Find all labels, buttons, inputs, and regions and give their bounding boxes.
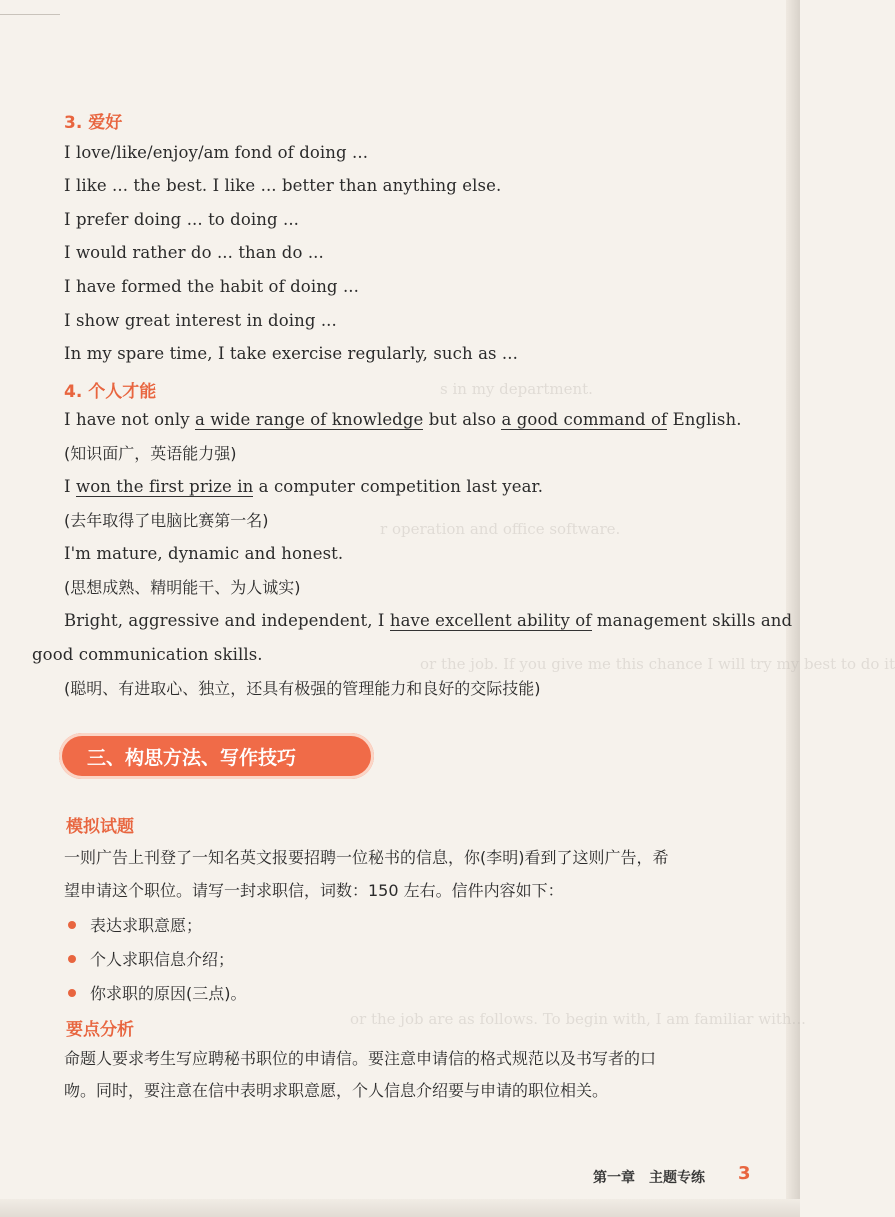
talent-line-1 (64, 409, 742, 431)
bullet-dot-icon (68, 955, 76, 963)
hobby-line: In my spare time, I take exercise regularly, such as ... (64, 344, 518, 363)
bullet-dot-icon (68, 989, 76, 997)
text-run: I (64, 477, 76, 496)
hobby-line: I love/like/enjoy/am fond of doing ... (64, 143, 369, 162)
underlined-phrase: won the first prize in (75, 477, 254, 496)
text-run: I have not only (64, 410, 195, 429)
analysis-paragraph-line: 吻。同时，要注意在信中表明求职意愿，个人信息介绍要与申请的职位相关。 (64, 1081, 609, 1100)
bullet-text: 你求职的原因(三点)。 (90, 984, 247, 1003)
page-edge (786, 0, 800, 1217)
hobby-line: I have formed the habit of doing ... (64, 277, 359, 296)
bullet-dot-icon (68, 921, 76, 929)
bleed-through-text: s in my department. (440, 380, 593, 398)
talent-translation: (知识面广，英语能力强) (64, 444, 237, 463)
text-run: but also (423, 410, 502, 429)
talent-translation: (思想成熟、精明能干、为人诚实) (64, 578, 301, 597)
hobbies-heading: 3. 爱好 (64, 113, 123, 133)
underlined-phrase: a wide range of knowledge (195, 410, 424, 429)
page-bottom-edge (0, 1199, 800, 1217)
mock-test-heading: 模拟试题 (66, 817, 134, 837)
hobby-line: I like ... the best. I like ... better than anything else. (64, 176, 502, 195)
talents-heading: 4. 个人才能 (64, 382, 157, 402)
page-number: 3 (738, 1163, 751, 1184)
bleed-through-text: r operation and office software. (380, 520, 621, 538)
text-run: management skills and (591, 611, 793, 630)
bullet-item (68, 981, 247, 1004)
bleed-through-text: or the job. If you give me this chance I will try my best to do it (420, 655, 895, 673)
bleed-through-text: or the job are as follows. To begin with, I am familiar with... (350, 1010, 806, 1028)
bullet-text: 表达求职意愿； (90, 916, 203, 935)
talent-line-4 (64, 610, 792, 632)
hobby-line: I would rather do ... than do ... (64, 243, 324, 262)
text-run: Bright, aggressive and independent, I (64, 611, 390, 630)
talent-translation: (去年取得了电脑比赛第一名) (64, 511, 269, 530)
analysis-heading: 要点分析 (66, 1020, 134, 1040)
mock-test-paragraph-line: 一则广告上刊登了一知名英文报要招聘一位秘书的信息，你(李明)看到了这则广告，希 (64, 848, 669, 867)
section-banner (59, 733, 374, 779)
text-run: English. (667, 410, 742, 429)
bullet-item (68, 947, 234, 970)
text-run: a computer competition last year. (253, 477, 544, 496)
hobby-line: I show great interest in doing ... (64, 311, 337, 330)
talent-line-4-cont: good communication skills. (32, 645, 263, 664)
talent-line-3: I'm mature, dynamic and honest. (64, 544, 344, 563)
underlined-phrase: have excellent ability of (389, 611, 592, 630)
mock-test-paragraph-line: 望申请这个职位。请写一封求职信，词数：150 左右。信件内容如下： (64, 881, 564, 900)
hobby-line: I prefer doing ... to doing ... (64, 210, 300, 229)
underlined-phrase: a good command of (501, 410, 668, 429)
talent-translation: (聪明、有进取心、独立，还具有极强的管理能力和良好的交际技能) (64, 679, 541, 698)
section-banner-title: 三、构思方法、写作技巧 (87, 747, 297, 769)
footer-chapter-title: 第一章 主题专练 (593, 1170, 705, 1186)
bullet-text: 个人求职信息介绍； (90, 950, 235, 969)
page-top-mark (0, 0, 60, 15)
bullet-item (68, 913, 202, 936)
talent-line-2 (64, 476, 543, 498)
analysis-paragraph-line: 命题人要求考生写应聘秘书职位的申请信。要注意申请信的格式规范以及书写者的口 (64, 1049, 657, 1068)
